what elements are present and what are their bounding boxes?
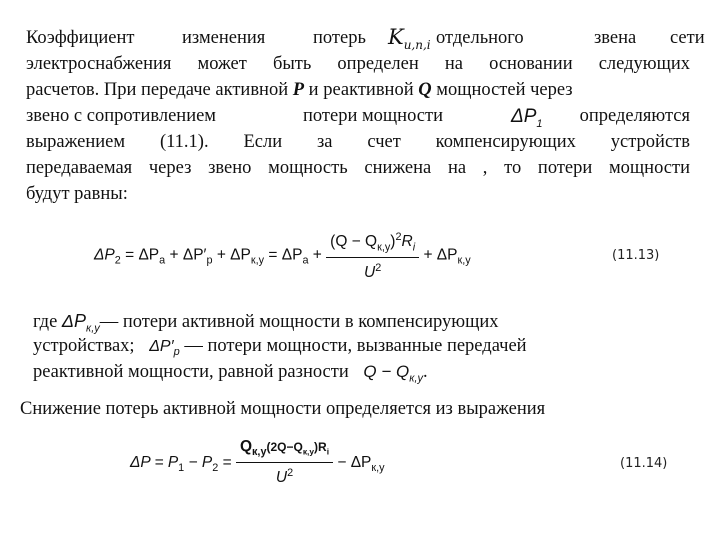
math-subscript: к,у (457, 254, 471, 267)
math-term: − P (188, 454, 213, 471)
text-span: определяются (579, 106, 690, 126)
word: Коэффициент (26, 28, 135, 48)
text-span: — потери активной мощности в компенсирующих (99, 312, 499, 332)
equation-number: (11.13) (612, 248, 660, 263)
reactive-transfer-loss-symbol: $\Delta P'_р$ (149, 338, 180, 359)
math-term: = ΔP (125, 246, 160, 264)
math-term: ΔP (94, 246, 115, 264)
paragraph-reduction: Снижение потерь активной мощности определяется из выражения (20, 399, 546, 419)
math-subscript: а (159, 254, 166, 267)
equation-number: (11.14) (620, 456, 668, 471)
paragraph-line (26, 78, 690, 104)
paragraph-line: будут равны: (26, 184, 128, 204)
fraction-denominator: $U^2$ (275, 467, 294, 487)
math-term: = ΔP (268, 246, 303, 264)
text-span: реактивной мощности, равной разности (33, 362, 349, 382)
math-term: = (222, 454, 232, 471)
active-power-symbol: P (292, 80, 305, 100)
text-span: устройствах; (33, 336, 135, 356)
math-term: ΔP = P (130, 454, 179, 471)
compensator-loss-symbol: $\Delta P_{к,у}$ (61, 311, 100, 335)
power-loss-symbol: $\Delta P_1$ (511, 106, 543, 130)
equation-11-14 (130, 437, 385, 489)
math-subscript: а (302, 254, 309, 267)
reactive-power-symbol: Q (418, 80, 432, 100)
text-span: расчетов. При передаче активной (26, 80, 289, 100)
math-term: + (312, 246, 322, 264)
math-subscript: 2 (212, 462, 219, 475)
math-term: + ΔP′ (169, 246, 207, 264)
reactive-difference-symbol: $Q - Q_{к,у}$ (363, 362, 423, 385)
paragraph-line: выражением (11.1). Если за счет компенсирующих устройств (26, 132, 690, 152)
paragraph-line (33, 359, 428, 392)
math-term: − ΔP (337, 454, 372, 471)
fraction-numerator: $Q_{к,у}(2Q-Q_{к,у})R_i$ (236, 437, 333, 463)
text-span: где (33, 312, 58, 332)
paragraph-line: передаваемая через звено мощность снижена на , то потери мощности (26, 158, 690, 178)
word: потерь (313, 28, 366, 48)
math-term: + ΔP (423, 246, 458, 264)
fraction (326, 227, 419, 283)
paragraph-line: электроснабжения может быть определен на основании следующих (26, 54, 690, 74)
fraction-numerator: $(Q - Q_{к,у})^2R_i$ (326, 227, 419, 258)
word: отдельного (436, 28, 524, 48)
math-term: + ΔP (216, 246, 251, 264)
word: сети (670, 28, 705, 48)
math-subscript: 1 (178, 462, 185, 475)
text-span: . (422, 362, 428, 382)
text-span: мощностей через (436, 80, 573, 100)
math-subscript: р (206, 254, 213, 267)
loss-coefficient-symbol: $K_{и,п,i}$ (388, 25, 431, 53)
text-span: потери мощности (303, 106, 443, 126)
math-subscript: к,у (371, 462, 385, 475)
equation-11-13 (94, 227, 471, 282)
word: звена (594, 28, 637, 48)
text-span: и реактивной (308, 80, 414, 100)
fraction (236, 437, 333, 488)
text-span: — потери мощности, вызванные передачей (184, 336, 527, 356)
fraction-denominator: $U^2$ (364, 262, 382, 282)
text-span: звено с сопротивлением (26, 106, 217, 126)
word: изменения (182, 28, 266, 48)
math-subscript: 2 (114, 254, 121, 267)
math-subscript: к,у (250, 254, 265, 267)
